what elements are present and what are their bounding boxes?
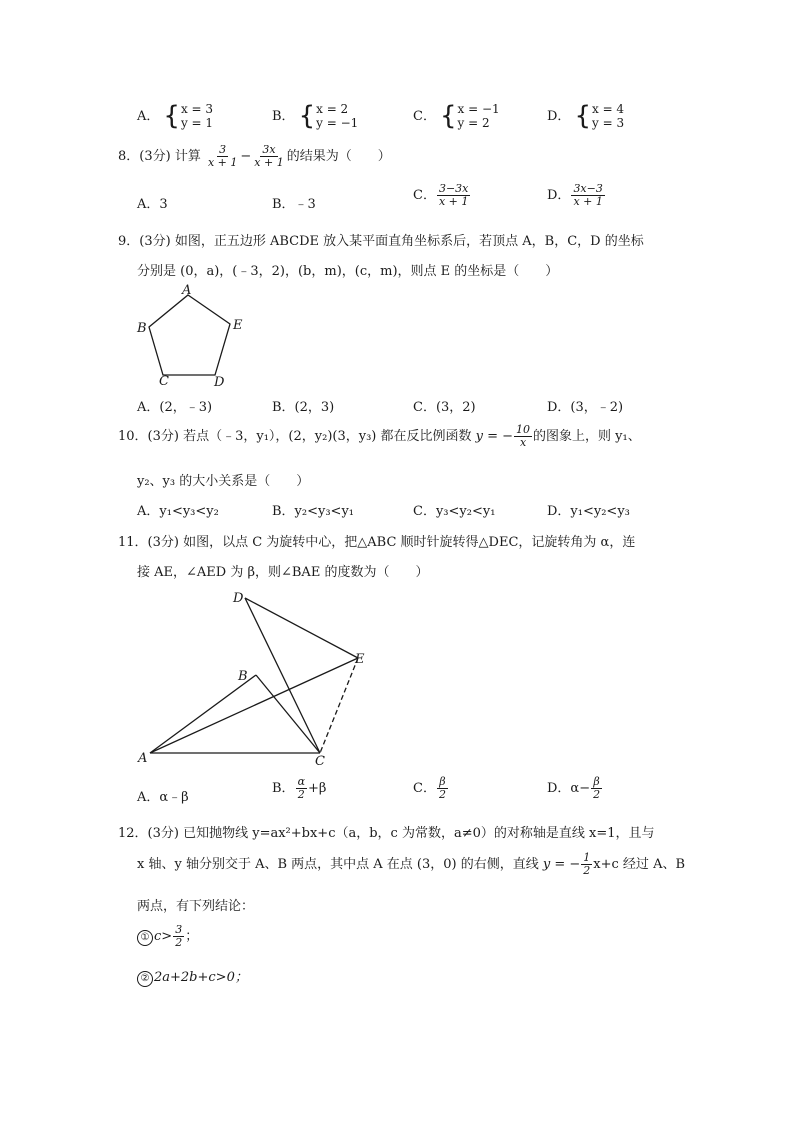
option-label: C． xyxy=(413,781,436,797)
q8-c-fraction: $\frac{3-3x}{x + 1}$ xyxy=(438,182,469,209)
q7-option-d xyxy=(547,102,624,130)
eq-line-2: y = 3 xyxy=(591,116,625,130)
q12-stem-line3: 两点，有下列结论： xyxy=(137,899,255,914)
q10-prefix: 10．(3分) 若点（﹣3，y₁），(2，y₂)(3，y₃) 都在反比例函数 xyxy=(118,429,472,445)
q8-option-b: B．﹣3 xyxy=(272,197,316,212)
q10-option-d: D．y₁<y₂<y₃ xyxy=(547,504,630,519)
q12-line-lhs: y = − xyxy=(542,857,581,873)
point-label-d: D xyxy=(233,591,244,606)
eq-line-2: y = −1 xyxy=(316,116,359,130)
q10-option-a: A．y₁<y₃<y₂ xyxy=(137,504,219,519)
segment-de xyxy=(245,598,358,658)
option-label: D．α− xyxy=(547,781,591,797)
brace-icon: { xyxy=(163,101,180,131)
q10-option-b: B．y₂<y₃<y₁ xyxy=(272,504,355,519)
q12-stem-line1: 12．(3分) 已知抛物线 y=ax²+bx+c（a，b，c 为常数，a≠0）的对称轴是直线 x=1，且与 xyxy=(118,826,655,841)
circled-number-2: ② xyxy=(137,971,153,987)
vertex-label-a: A xyxy=(182,283,192,298)
q8-stem xyxy=(118,144,391,169)
point-label-b: B xyxy=(238,669,248,684)
q9-stem-line2: 分别是 (0，a)，(﹣3，2)，(b，m)，(c，m)，则点 E 的坐标是（ ） xyxy=(137,264,559,279)
eq-line-1: x = 4 xyxy=(591,102,625,116)
segment-ab xyxy=(150,675,256,753)
q10-stem-line2: y₂、y₃ 的大小关系是（ ） xyxy=(137,474,310,489)
vertex-label-e: E xyxy=(233,318,243,333)
q10-suffix: 的图象上，则 y₁、 xyxy=(533,429,641,445)
q12-line2-text: x 轴、y 轴分别交于 A、B 两点，其中点 A 在点 (3，0) 的右侧，直线 xyxy=(137,857,539,873)
q8-fraction-2: $\frac{3x}{x + 1}$ xyxy=(254,143,284,170)
pentagon-figure xyxy=(135,282,255,390)
q12-line-fraction: $\frac{1}{2}$ xyxy=(583,851,591,878)
q9-option-d: D．(3，﹣2) xyxy=(547,400,624,415)
q8-option-d xyxy=(547,183,606,208)
option-label: A． xyxy=(137,108,160,124)
option-label: D． xyxy=(547,108,571,124)
q11-option-b xyxy=(272,776,326,801)
segment-ae xyxy=(150,658,358,753)
vertex-label-b: B xyxy=(137,321,147,336)
eq-line-2: y = 1 xyxy=(180,116,214,130)
vertex-label-c: C xyxy=(159,374,169,389)
q12-conclusion-1 xyxy=(137,924,198,949)
conclusion-text: c> xyxy=(154,929,173,945)
q7-option-a xyxy=(137,102,213,130)
q8-suffix: 的结果为（ ） xyxy=(286,149,391,165)
q11-option-a: A．α﹣β xyxy=(137,790,189,805)
eq-line-1: x = 2 xyxy=(316,102,349,116)
option-label: B． xyxy=(272,108,295,124)
q12-conclusion-2 xyxy=(137,966,248,987)
point-label-e: E xyxy=(355,652,365,667)
pentagon-shape xyxy=(149,295,230,375)
option-tail: +β xyxy=(308,781,327,797)
rotation-figure xyxy=(133,585,383,770)
option-label: C． xyxy=(413,188,436,204)
conclusion-fraction: $\frac{3}{2}$ xyxy=(175,923,183,950)
q11-d-fraction: $\frac{\beta}{2}$ xyxy=(593,775,601,802)
q11-stem-line2: 接 AE，∠AED 为 β，则∠BAE 的度数为（ ） xyxy=(137,565,429,580)
circled-number-1: ① xyxy=(137,930,153,946)
eq-line-2: y = 2 xyxy=(457,116,490,130)
option-label: C． xyxy=(413,108,436,124)
q8-option-a: A．3 xyxy=(137,197,168,212)
q11-option-d xyxy=(547,776,603,801)
point-label-c: C xyxy=(315,754,325,769)
q8-option-c xyxy=(413,183,471,208)
q9-stem-line1: 9．(3分) 如图，正五边形 ABCDE 放入某平面直角坐标系后，若顶点 A，B，C，D 的坐标 xyxy=(118,234,644,249)
q7-option-b xyxy=(272,102,358,130)
q12-stem-line2 xyxy=(137,852,685,877)
q8-d-fraction: $\frac{3x-3}{x + 1}$ xyxy=(573,182,603,209)
minus-sign: − xyxy=(240,149,252,165)
eq-line-1: x = 3 xyxy=(180,102,214,116)
eq-line-1: x = −1 xyxy=(457,102,500,116)
point-label-a: A xyxy=(138,751,148,766)
q10-stem-line1 xyxy=(118,424,641,449)
q9-option-a: A．(2，﹣3) xyxy=(137,400,213,415)
q12-line2-tail: x+c 经过 A、B xyxy=(593,857,686,873)
q10-fraction: $\frac{10}{x}$ xyxy=(516,423,531,450)
q7-option-c xyxy=(413,102,500,130)
q8-fraction-1: $\frac{3}{x + 1}$ xyxy=(207,143,238,170)
conclusion-end: ； xyxy=(185,929,199,945)
q10-function-lhs: y = − xyxy=(475,429,514,445)
q11-c-fraction: $\frac{\beta}{2}$ xyxy=(438,775,446,802)
brace-icon: { xyxy=(298,101,316,131)
option-label: D． xyxy=(547,188,571,204)
q10-option-c: C．y₃<y₂<y₁ xyxy=(413,504,496,519)
brace-icon: { xyxy=(574,101,591,131)
brace-icon: { xyxy=(439,101,457,131)
q11-option-c xyxy=(413,776,449,801)
q9-option-b: B．(2，3) xyxy=(272,400,335,415)
option-label: B． xyxy=(272,781,295,797)
q11-b-fraction: $\frac{\alpha}{2}$ xyxy=(297,775,305,802)
q11-stem-line1: 11．(3分) 如图，以点 C 为旋转中心，把△ABC 顺时针旋转得△DEC，记旋转角为 α，连 xyxy=(118,535,636,550)
vertex-label-d: D xyxy=(214,375,225,390)
q8-prefix: 8．(3分) 计算 xyxy=(118,149,201,165)
q9-option-c: C．(3，2) xyxy=(413,400,476,415)
conclusion-text: 2a+2b+c>0； xyxy=(154,970,248,985)
